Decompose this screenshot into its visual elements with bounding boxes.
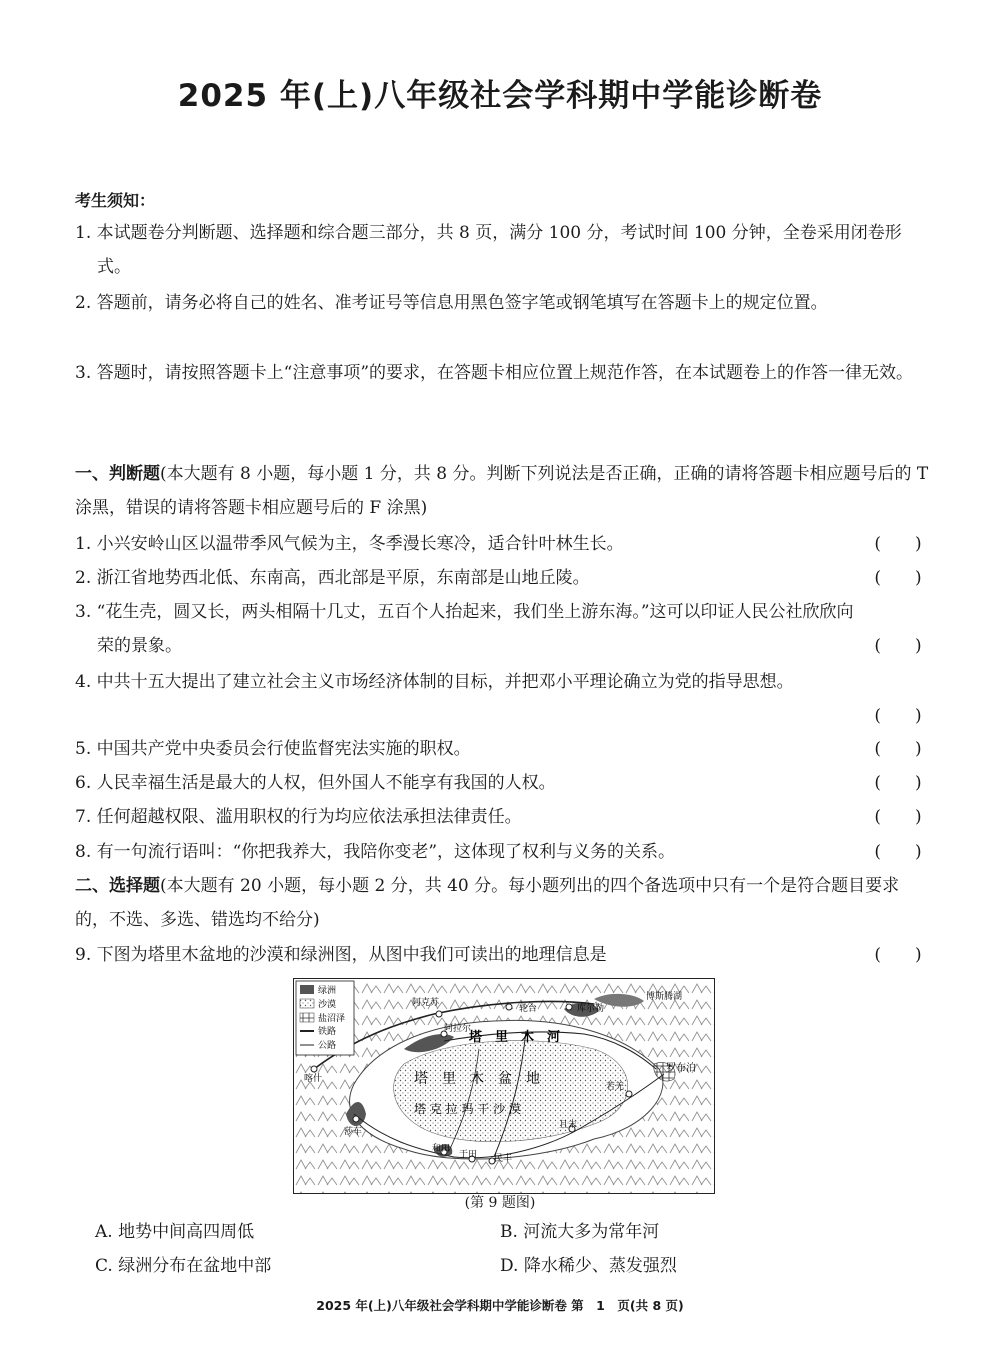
legend-desert-swatch bbox=[300, 999, 314, 1008]
answer-paren[interactable]: ( ) bbox=[874, 739, 922, 759]
label-yutian: 于田 bbox=[459, 1150, 478, 1160]
city-marker bbox=[436, 1011, 442, 1017]
legend-oasis: 绿洲 bbox=[318, 986, 337, 996]
option-c[interactable]: C. 绿洲分布在盆地中部 bbox=[95, 1256, 272, 1276]
section-description: (本大题有 8 小题，每小题 1 分，共 8 分。判断下列说法是否正确，正确的请将答题卡相应题号后的 T 涂黑，错误的请将答题卡相应题号后的 F 涂黑) bbox=[75, 464, 929, 518]
notice-item-3: 3. 答题时，请按照答题卡上“注意事项”的要求，在答题卡相应位置上规范作答，在本试题卷上的作答一律无效。 bbox=[75, 363, 914, 383]
section-title: 一、判断题 bbox=[75, 464, 160, 484]
city-marker bbox=[626, 1091, 632, 1097]
answer-paren[interactable]: ( ) bbox=[874, 636, 922, 656]
question-5: 5. 中国共产党中央委员会行使监督宪法实施的职权。 ( ) bbox=[75, 732, 930, 766]
label-alaer: 阿拉尔 bbox=[444, 1024, 472, 1034]
question-8: 8. 有一句流行语叫：“你把我养大，我陪你变老”，这体现了权利与义务的关系。 ( ) bbox=[75, 835, 930, 869]
label-kashi: 喀什 bbox=[304, 1074, 323, 1084]
notice-item-1: 1. 本试题卷分判断题、选择题和综合题三部分，共 8 页，满分 100 分，考试时间 100 分钟，全卷采用闭卷形式。 bbox=[75, 223, 902, 277]
section-multiple-choice bbox=[75, 869, 930, 937]
question-2: 2. 浙江省地势西北低、东南高，西北部是平原，东南部是山地丘陵。 ( ) bbox=[75, 561, 930, 595]
section-title: 二、选择题 bbox=[75, 876, 160, 896]
question-4: 4. 中共十五大提出了建立社会主义市场经济体制的目标，并把邓小平理论确立为党的指导思想。 ( ) bbox=[75, 665, 930, 699]
answer-paren[interactable]: ( ) bbox=[874, 773, 922, 793]
answer-paren[interactable]: ( ) bbox=[874, 706, 922, 726]
option-d[interactable]: D. 降水稀少、蒸发强烈 bbox=[500, 1256, 677, 1276]
question-7: 7. 任何超越权限、滥用职权的行为均应依法承担法律责任。 ( ) bbox=[75, 800, 930, 834]
question-9: 9. 下图为塔里木盆地的沙漠和绿洲图，从图中我们可读出的地理信息是 ( ) bbox=[75, 938, 930, 972]
label-tarim-river: 塔 里 木 河 bbox=[469, 1030, 561, 1045]
label-desert: 塔 克 拉 玛 干 沙 漠 bbox=[414, 1102, 521, 1116]
question-1: 1. 小兴安岭山区以温带季风气候为主，冬季漫长寒冷，适合针叶林生长。 ( ) bbox=[75, 527, 930, 561]
label-lopnur: 罗布泊 bbox=[666, 1063, 696, 1074]
label-minfeng: 民丰 bbox=[494, 1154, 513, 1164]
page-footer: 2025 年(上)八年级社会学科期中学能诊断卷 第 1 页(共 8 页) bbox=[316, 1298, 684, 1313]
page-title: 2025 年(上)八年级社会学科期中学能诊断卷 bbox=[177, 78, 823, 114]
city-marker bbox=[506, 1004, 512, 1010]
legend-oasis-swatch bbox=[300, 985, 314, 994]
label-shache: 莎车 bbox=[344, 1127, 363, 1137]
answer-paren[interactable]: ( ) bbox=[874, 807, 922, 827]
label-hetian: 和田 bbox=[432, 1144, 451, 1154]
section-true-false bbox=[75, 457, 930, 525]
label-akesu: 阿克苏 bbox=[412, 998, 440, 1008]
legend-desert: 沙漠 bbox=[318, 1000, 337, 1010]
question-6: 6. 人民幸福生活是最大的人权，但外国人不能享有我国的人权。 ( ) bbox=[75, 766, 930, 800]
answer-paren[interactable]: ( ) bbox=[874, 945, 922, 965]
answer-paren[interactable]: ( ) bbox=[874, 842, 922, 862]
notice-heading: 考生须知： bbox=[75, 191, 156, 210]
legend-marsh-swatch bbox=[300, 1013, 314, 1022]
label-bosten: 博斯腾湖 bbox=[646, 992, 683, 1002]
figure-caption: (第 9 题图) bbox=[464, 1195, 536, 1211]
option-a[interactable]: A. 地势中间高四周低 bbox=[95, 1222, 255, 1242]
legend-railway: 铁路 bbox=[318, 1027, 337, 1037]
legend-highway: 公路 bbox=[318, 1041, 337, 1051]
city-marker bbox=[353, 1116, 359, 1122]
section-description: (本大题有 20 小题，每小题 2 分，共 40 分。每小题列出的四个备选项中只有一个是符合题目要求的，不选、多选、错选均不给分) bbox=[75, 876, 900, 930]
legend-marsh: 盐沼泽 bbox=[318, 1014, 346, 1024]
answer-paren[interactable]: ( ) bbox=[874, 568, 922, 588]
label-qiemo: 且末 bbox=[559, 1120, 578, 1130]
notice-item-2: 2. 答题前，请务必将自己的姓名、准考证号等信息用黑色签字笔或钢笔填写在答题卡上的规定位置。 bbox=[75, 293, 828, 313]
label-ruoqiang: 若羌 bbox=[606, 1082, 625, 1092]
question-3: 3. “花生壳，圆又长，两头相隔十几丈，五百个人抬起来，我们坐上游东海。”这可以印证人民公社欣欣向荣的景象。 ( ) bbox=[75, 595, 930, 663]
map-svg bbox=[294, 979, 714, 1193]
option-b[interactable]: B. 河流大多为常年河 bbox=[500, 1222, 660, 1242]
answer-paren[interactable]: ( ) bbox=[874, 534, 922, 554]
city-marker bbox=[566, 1004, 572, 1010]
label-basin: 塔 里 木 盆 地 bbox=[414, 1071, 540, 1087]
label-kuerle: 库尔勒 bbox=[577, 1004, 605, 1014]
city-marker bbox=[311, 1066, 317, 1072]
tarim-basin-map bbox=[293, 978, 715, 1194]
label-luntai: 轮台 bbox=[519, 1004, 538, 1014]
